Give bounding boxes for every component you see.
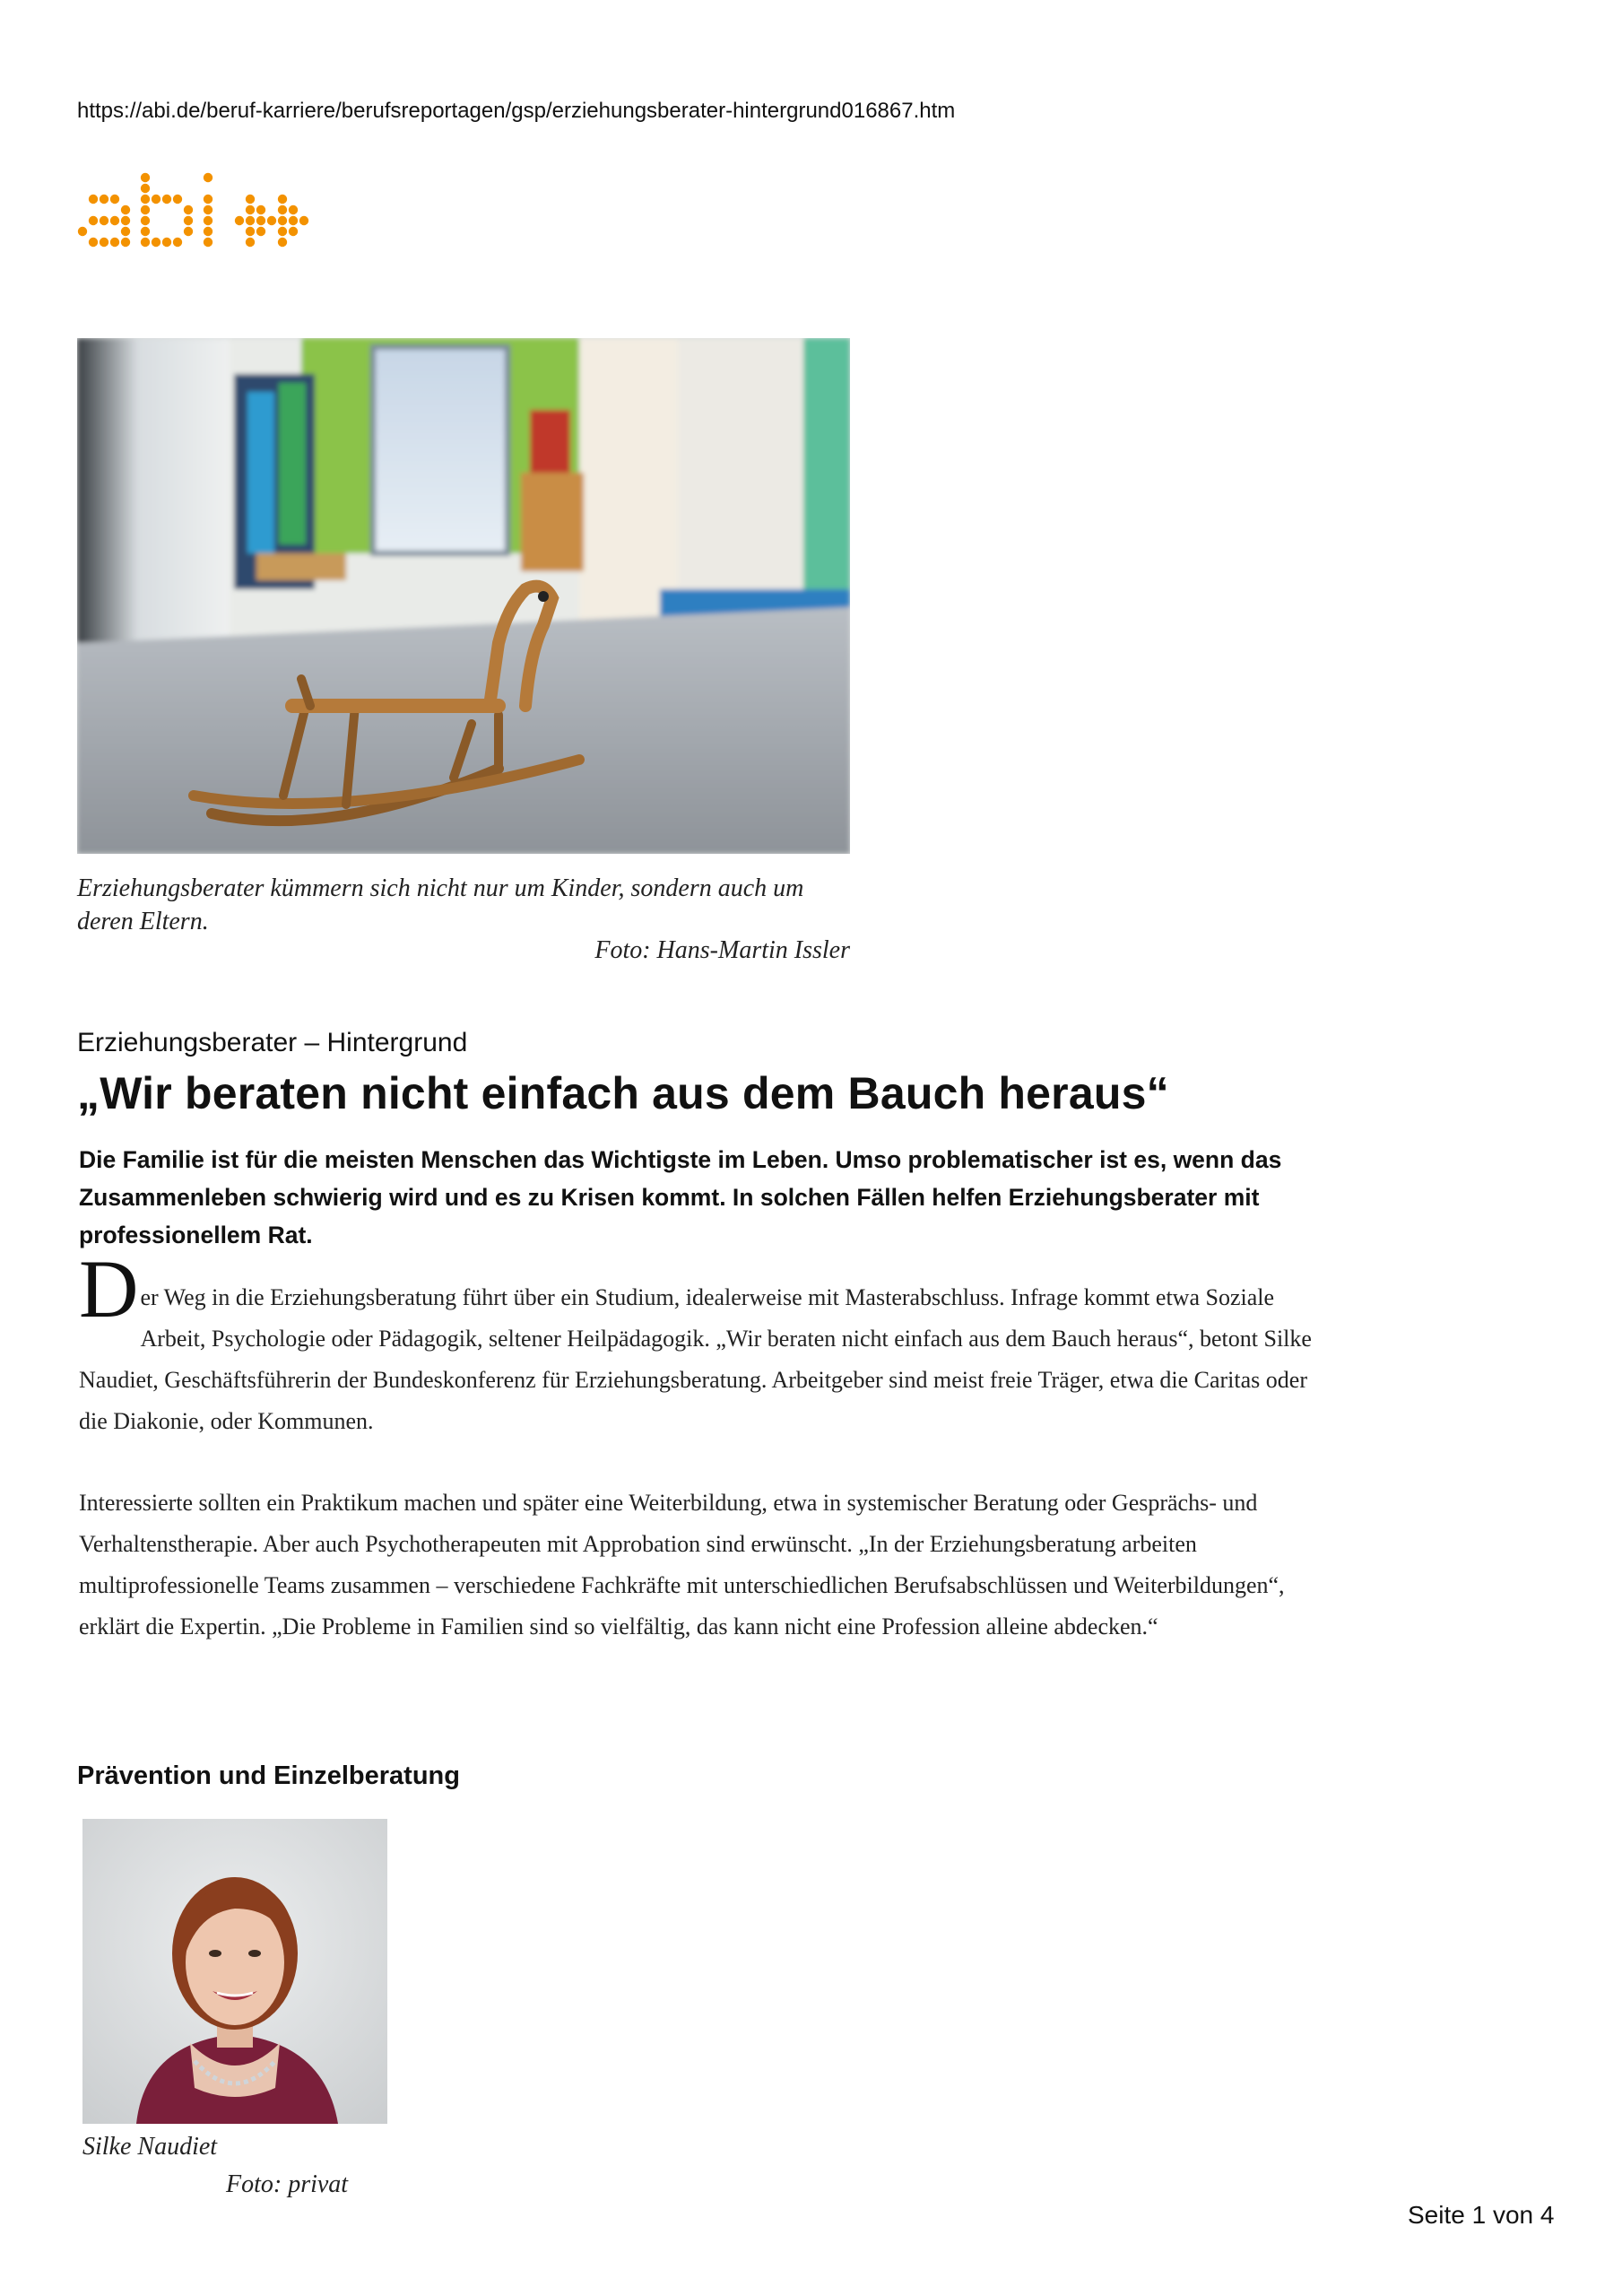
article-paragraph-1 — [79, 1243, 1316, 1442]
portrait-photo-silke-naudiet — [82, 1819, 387, 2124]
drop-cap: D — [79, 1243, 139, 1335]
abi-logo[interactable] — [77, 169, 373, 258]
article-headline: „Wir beraten nicht einfach aus dem Bauch heraus“ — [77, 1068, 1169, 1118]
portrait-photo-credit: Foto: privat — [226, 2170, 349, 2198]
hero-photo-credit: Foto: Hans-Martin Issler — [594, 936, 850, 964]
hero-caption: Erziehungsberater kümmern sich nicht nur um Kinder, sondern auch um deren Eltern. — [77, 874, 804, 935]
page-number: Seite 1 von 4 — [1408, 2201, 1555, 2229]
paragraph-1-text: er Weg in die Erziehungsberatung führt über ein Studium, idealerweise mit Masterabschluss. Infrage kommt etwa Soziale Arbeit, Psychologie oder Pädagogik, seltener Heilpädagogik. „Wir beraten nicht einfach aus dem Bauch heraus“, betont Silke Naudiet, Geschäftsführerin der Bundeskonferenz für Erziehungsberatung. Arbeitgeber sind meist freie Träger, etwa die Caritas oder die Diakonie, oder Kommunen. — [79, 1284, 1312, 1434]
portrait-caption-name: Silke Naudiet — [82, 2133, 218, 2161]
source-url: https://abi.de/beruf-karriere/berufsreportagen/gsp/erziehungsberater-hintergrund016867.htm — [77, 99, 956, 123]
article-kicker: Erziehungsberater – Hintergrund — [77, 1028, 468, 1057]
hero-photo-rocking-horse — [77, 338, 850, 854]
article-paragraph-2: Interessierte sollten ein Praktikum machen und später eine Weiterbildung, etwa in systemischer Beratung oder Gesprächs- und Verhaltenstherapie. Aber auch Psychotherapeuten mit Approbation sind erwünscht. „In der Erziehungsberatung arbeiten multiprofessionelle Teams zusammen – verschiedene Fachkräfte mit unterschiedlichen Berufsabschlüssen und Weiterbildungen“, erklärt die Expertin. „Die Probleme in Familien sind so vielfältig, das kann nicht eine Profession alleine abdecken.“ — [79, 1490, 1285, 1639]
section-heading: Prävention und Einzelberatung — [77, 1761, 460, 1790]
article-teaser: Die Familie ist für die meisten Menschen das Wichtigste im Leben. Umso problematischer ist es, wenn das Zusammenleben schwierig wird und es zu Krisen kommt. In solchen Fällen helfen Erziehungsberater mit professionellem Rat. — [79, 1146, 1282, 1248]
